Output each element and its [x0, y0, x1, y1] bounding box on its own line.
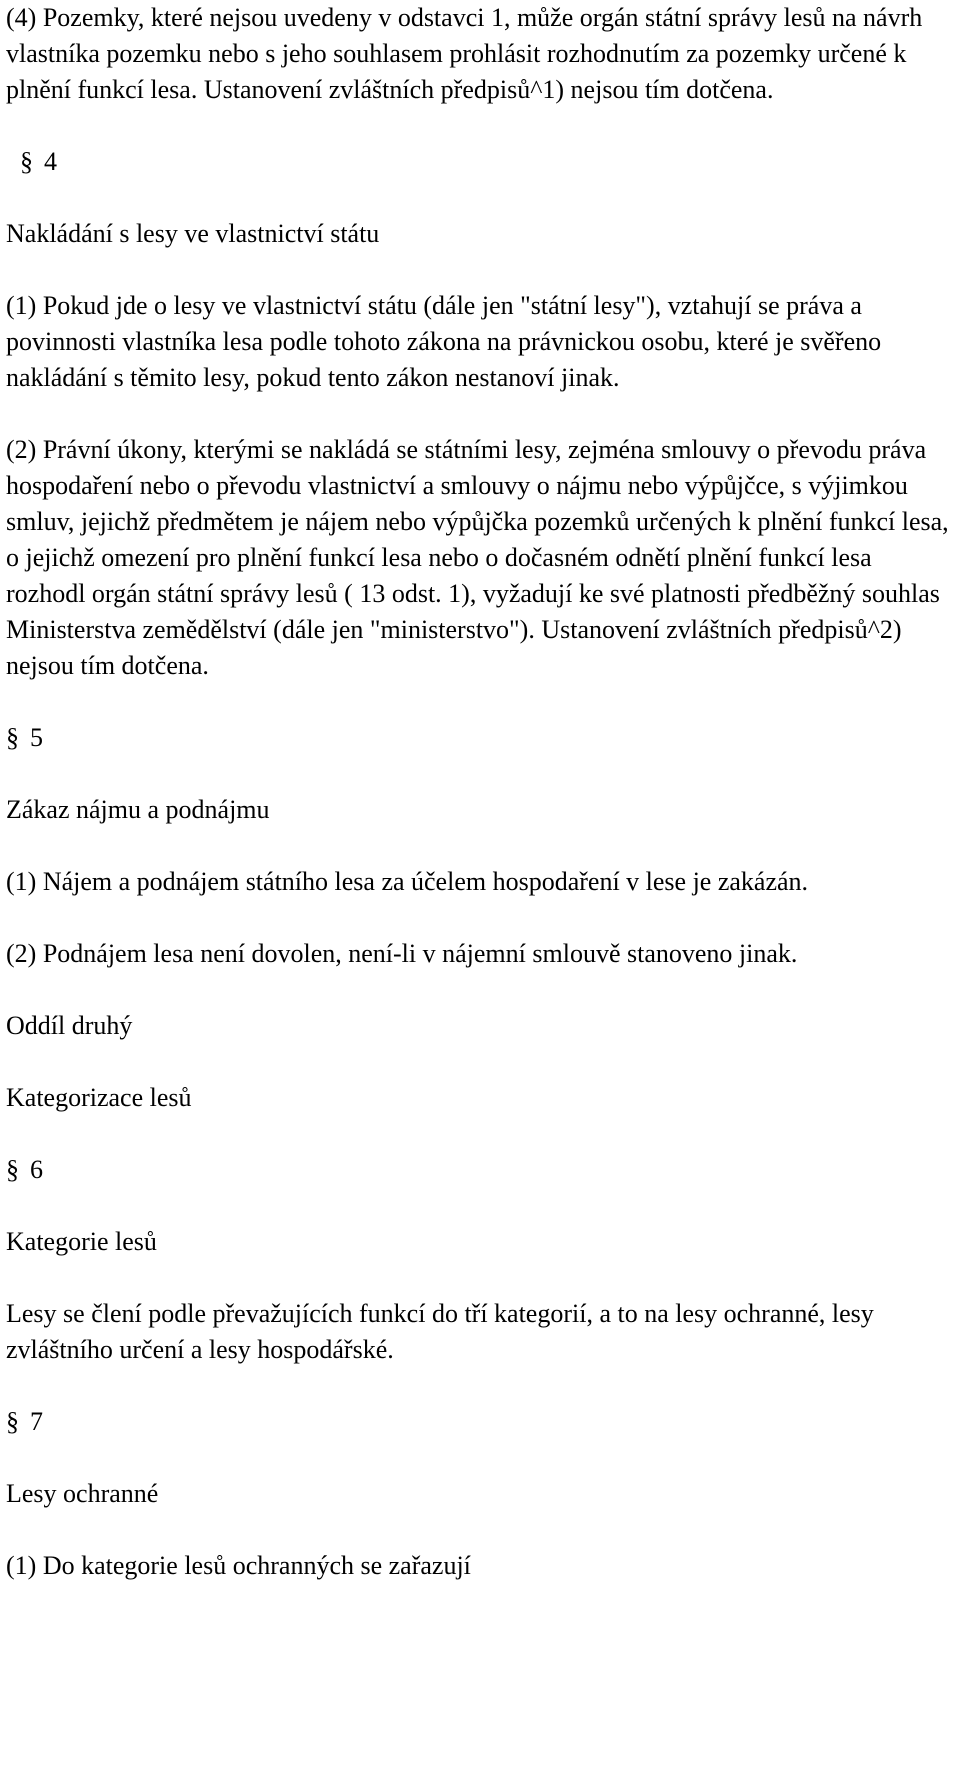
spacer: [6, 396, 951, 432]
section-4-paragraph-1: (1) Pokud jde o lesy ve vlastnictví státu (dále jen "státní lesy"), vztahují se práva a povinnosti vlastníka lesa podle tohoto zákona na právnickou osobu, které je svěřeno nakládání s těmito lesy, pokud tento zákon nestanoví jinak.: [6, 291, 888, 392]
section-heading-4: [6, 144, 951, 180]
spacer: [6, 1188, 951, 1224]
spacer: [6, 1368, 951, 1404]
section-heading-6: [6, 1152, 951, 1188]
section-mark-icon: §: [6, 1155, 19, 1184]
section-title-6: Kategorie lesů: [6, 1227, 157, 1256]
part-title: Oddíl druhý: [6, 1011, 133, 1040]
spacer: [6, 1440, 951, 1476]
document-page: [6, 0, 956, 1584]
section-title-5: Zákaz nájmu a podnájmu: [6, 795, 270, 824]
section-mark-icon: §: [20, 147, 33, 176]
section-heading-5: [6, 720, 951, 756]
spacer: [6, 1044, 951, 1080]
section-5-paragraph-1: (1) Nájem a podnájem státního lesa za účelem hospodaření v lese je zakázán.: [6, 867, 809, 896]
paragraph-4-opening: (4) Pozemky, které nejsou uvedeny v odstavci 1, může orgán státní správy lesů na návrh vlastníka pozemku nebo s jeho souhlasem prohlásit rozhodnutím za pozemky určené k plnění funkcí lesa. Ustanovení zvláštních předpisů^1) nejsou tím dotčena.: [6, 3, 929, 104]
spacer: [6, 108, 951, 144]
section-title-7: Lesy ochranné: [6, 1479, 159, 1508]
section-number: 5: [30, 723, 43, 752]
section-title-4: Nakládání s lesy ve vlastnictví státu: [6, 219, 380, 248]
spacer: [6, 252, 951, 288]
spacer: [6, 900, 951, 936]
spacer: [6, 1512, 951, 1548]
section-number: 6: [30, 1155, 43, 1184]
spacer: [6, 972, 951, 1008]
section-mark-icon: §: [6, 723, 19, 752]
section-number: 4: [44, 147, 57, 176]
spacer: [6, 828, 951, 864]
section-5-paragraph-2: (2) Podnájem lesa není dovolen, není-li v nájemní smlouvě stanoveno jinak.: [6, 939, 798, 968]
section-number: 7: [30, 1407, 43, 1436]
section-4-paragraph-2: (2) Právní úkony, kterými se nakládá se státními lesy, zejména smlouvy o převodu práva hospodaření nebo o převodu vlastnictví a smlouvy o nájmu nebo výpůjčce, s výjimkou smluv, jejichž předmětem je nájem nebo výpůjčka pozemků určených k plnění funkcí lesa, o jejichž omezení pro plnění funkcí lesa nebo o dočasném odnětí plnění funkcí lesa rozhodl orgán státní správy lesů ( 13 odst. 1), vyžadují ke své platnosti předběžný souhlas Ministerstva zemědělství (dále jen "ministerstvo"). Ustanovení zvláštních předpisů^2) nejsou tím dotčena.: [6, 435, 956, 680]
spacer: [6, 756, 951, 792]
spacer: [6, 180, 951, 216]
spacer: [6, 684, 951, 720]
section-heading-7: [6, 1404, 951, 1440]
section-7-paragraph-1: (1) Do kategorie lesů ochranných se zařazují: [6, 1551, 471, 1580]
part-subtitle: Kategorizace lesů: [6, 1083, 192, 1112]
spacer: [6, 1260, 951, 1296]
section-6-paragraph-1: Lesy se člení podle převažujících funkcí do tří kategorií, a to na lesy ochranné, lesy zvláštního určení a lesy hospodářské.: [6, 1299, 881, 1364]
spacer: [6, 1116, 951, 1152]
section-mark-icon: §: [6, 1407, 19, 1436]
